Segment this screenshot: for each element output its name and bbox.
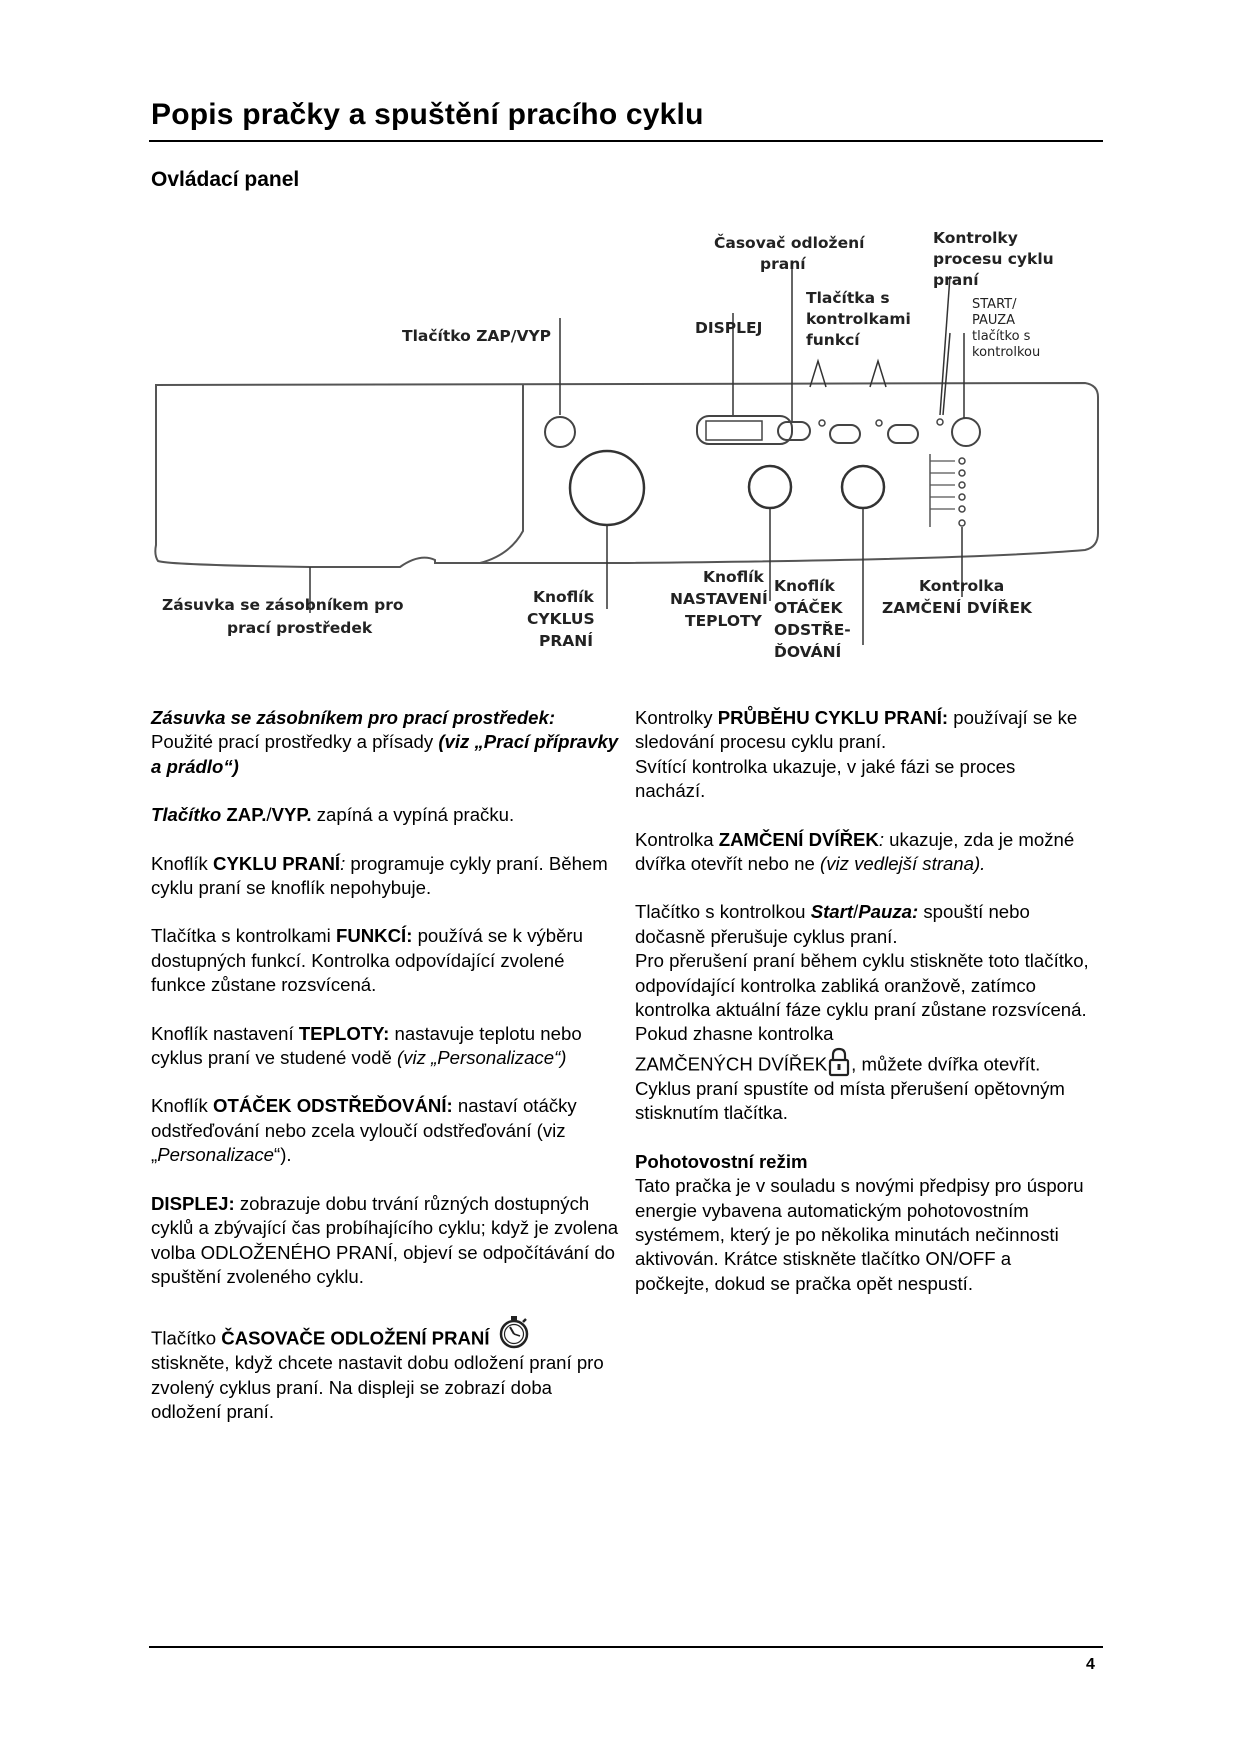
- function-led-1: [819, 420, 825, 426]
- label-delay-timer-1: Časovač odložení: [714, 234, 865, 252]
- page-title: Popis pračky a spuštění pracího cyklu: [151, 98, 704, 131]
- label-start-3: tlačítko s: [972, 329, 1031, 344]
- program-knob-shape: [570, 451, 644, 525]
- progress-leds: [959, 458, 965, 526]
- temperature-knob-shape: [749, 466, 791, 508]
- label-start-1: START/: [972, 297, 1017, 312]
- function-button-2: [888, 425, 918, 443]
- left-column: [151, 706, 621, 1425]
- para-progress-leds: Kontrolky PRŮBĚHU CYKLU PRANÍ: používají se ke sledování procesu cyklu praní. Svítící kontrolka ukazuje, v jaké fázi se proces nachází.: [635, 707, 1078, 802]
- label-start-4: kontrolkou: [972, 345, 1041, 360]
- label-spin-knob-1: Knoflík: [774, 577, 835, 595]
- stopwatch-icon: [495, 1313, 533, 1351]
- label-temp-knob-2: NASTAVENÍ: [670, 590, 768, 608]
- para-standby: Pohotovostní režim Tato pračka je v souladu s novými předpisy pro úsporu energie vybavena automatickým pohotovostním systémem, který je po několika minutách nečinnosti aktivován. Krátce stiskněte tlačítko ON/OFF a počkejte, dokud se pračka opět nespustí.: [635, 1150, 1084, 1294]
- para-onoff: Tlačítko ZAP./VYP. zapíná a vypíná pračku.: [151, 804, 515, 826]
- start-button-shape: [952, 418, 980, 446]
- label-drawer-1: Zásuvka se zásobníkem pro: [162, 596, 404, 614]
- label-delay-timer-2: praní: [760, 255, 806, 273]
- label-progress-3: praní: [933, 271, 979, 289]
- start-led: [937, 419, 943, 425]
- para-start-pause: Tlačítko s kontrolkou Start/Pauza: spouští nebo dočasně přerušuje cyklus praní. Pro přerušení praní během cyklu stiskněte toto tlačítko, odpovídající kontrolka zabliká oranžově, zatímco kontrolka aktuální fáze cyklu praní zůstane rozsvícená. Pokud zhasne kontrolka ZAMČENÝCH DVÍŘEK , můžete dvířka otevřít. Cyklus praní spustíte od místa přerušení opětovným stisknutím tlačítka.: [635, 901, 1089, 1124]
- section-subtitle: Ovládací panel: [151, 168, 300, 191]
- label-program-knob-1: Knoflík: [533, 588, 594, 606]
- para-door-lock: Kontrolka ZAMČENÍ DVÍŘEK: ukazuje, zda je možné dvířka otevřít nebo ne (viz vedlejší strana).: [635, 828, 1075, 875]
- label-spin-knob-3: ODSTŘE-: [774, 621, 851, 639]
- label-program-knob-2: CYKLUS: [527, 610, 595, 628]
- label-progress-1: Kontrolky: [933, 229, 1018, 247]
- para-drawer: Zásuvka se zásobníkem pro prací prostředek: Použité prací prostředky a přísady (viz „Prací přípravky a prádlo“): [151, 707, 619, 777]
- label-display: DISPLEJ: [695, 319, 763, 337]
- control-panel-diagram: [150, 225, 1110, 670]
- label-spin-knob-2: OTÁČEK: [774, 599, 843, 617]
- para-temperature: Knoflík nastavení TEPLOTY: nastavuje teplotu nebo cyklus praní ve studené vodě (viz „Personalizace“): [151, 1022, 582, 1069]
- label-function-buttons-1: Tlačítka s: [806, 289, 890, 307]
- para-program-knob: Knoflík CYKLU PRANÍ: programuje cykly praní. Během cyklu praní se knoflík nepohybuje.: [151, 852, 608, 899]
- delay-button-shape: [778, 422, 810, 440]
- label-start-2: PAUZA: [972, 313, 1015, 328]
- panel-outline: [155, 383, 1098, 567]
- label-function-buttons-2: kontrolkami: [806, 310, 911, 328]
- spin-knob-shape: [842, 466, 884, 508]
- drawer-line: [480, 385, 523, 563]
- label-drawer-2: prací prostředek: [227, 619, 373, 637]
- page-number: 4: [1086, 1656, 1095, 1673]
- footer-rule: [149, 1646, 1103, 1648]
- para-function-buttons: Tlačítka s kontrolkami FUNKCÍ: používá se k výběru dostupných funkcí. Kontrolka odpovídající zvolené funkce zůstane rozsvícená.: [151, 925, 583, 996]
- label-onoff: Tlačítko ZAP/VYP: [402, 327, 552, 345]
- para-display: DISPLEJ: zobrazuje dobu trvání různých dostupných cyklů a zbývající čas probíhajícího cyklu; když je zvolena volba ODLOŽENÉHO PRANÍ, objeví se odpočítávání do spuštění zvoleného cyklu.: [151, 1192, 619, 1287]
- title-rule: [149, 140, 1103, 142]
- function-led-2: [876, 420, 882, 426]
- label-temp-knob-1: Knoflík: [703, 568, 764, 586]
- display-screen-shape: [706, 421, 762, 440]
- onoff-button-shape: [545, 417, 575, 447]
- label-door-lock-2: ZAMČENÍ DVÍŘEK: [882, 599, 1032, 617]
- para-spin: Knoflík OTÁČEK ODSTŘEĎOVÁNÍ: nastaví otáčky odstřeďování nebo zcela vyloučí odstřeďování (viz „Personalizace“).: [151, 1095, 577, 1166]
- para-delay-timer: Tlačítko ČASOVAČE ODLOŽENÍ PRANÍ stiskněte, když chcete nastavit dobu odložení praní pro zvolený cyklus praní. Na displeji se zobrazí doba odložení praní.: [151, 1313, 621, 1424]
- label-function-buttons-3: funkcí: [806, 331, 860, 349]
- label-spin-knob-4: ĎOVÁNÍ: [774, 643, 842, 661]
- function-button-1: [830, 425, 860, 443]
- label-progress-2: procesu cyklu: [933, 250, 1054, 268]
- label-program-knob-3: PRANÍ: [539, 632, 594, 650]
- padlock-icon: [827, 1047, 851, 1077]
- label-door-lock-1: Kontrolka: [919, 577, 1005, 595]
- label-temp-knob-3: TEPLOTY: [685, 612, 762, 630]
- right-column: [635, 706, 1090, 1320]
